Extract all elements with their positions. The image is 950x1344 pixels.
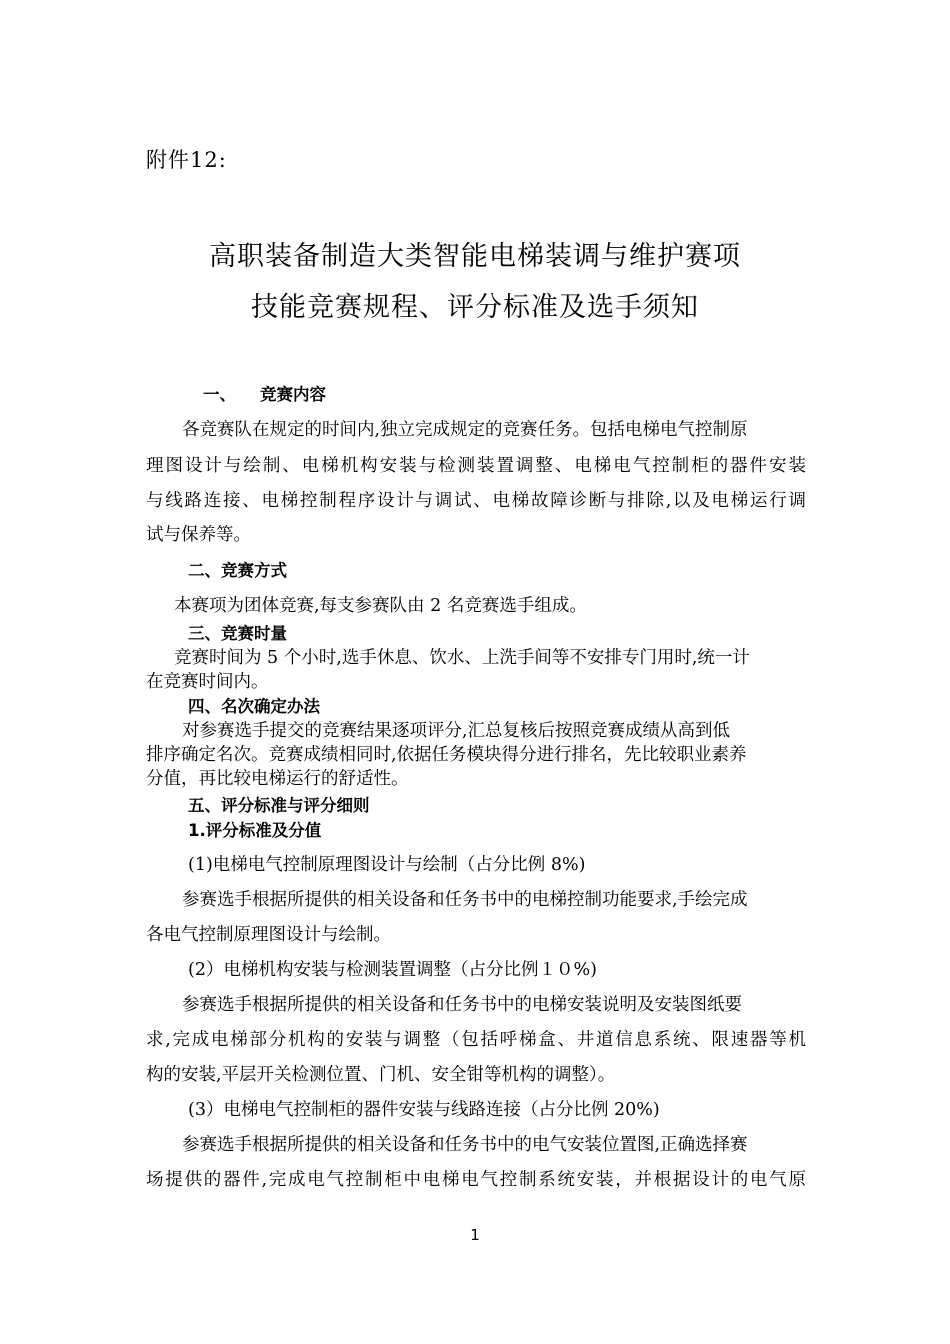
criteria-item-line: 求,完成电梯部分机构的安装与调整（包括呼梯盒、井道信息系统、限速器等机 [146, 1030, 806, 1050]
section5-heading: 五、评分标准与评分细则 [188, 796, 370, 815]
criteria-item-title: (1)电梯电气控制原理图设计与绘制（占分比例 8%) [188, 855, 586, 875]
section4-line: 分值，再比较电梯运行的舒适性。 [146, 769, 409, 789]
section3-line: 竞赛时间为 5 个小时,选手休息、饮水、上洗手间等不安排专门用时,统一计 [174, 648, 750, 668]
section2-heading: 二、竞赛方式 [188, 561, 287, 580]
section1-line: 试与保养等。 [146, 525, 251, 545]
criteria-item-title: (2）电梯机构安装与检测装置调整（占分比例１０%) [188, 960, 597, 980]
section1-heading-number: 一、 [203, 385, 236, 404]
section1-line: 与线路连接、电梯控制程序设计与调试、电梯故障诊断与排除,以及电梯运行调 [146, 491, 806, 511]
section3-heading: 三、竞赛时量 [188, 624, 287, 643]
section1-line: 理图设计与绘制、电梯机构安装与检测装置调整、电梯电气控制柜的器件安装 [146, 456, 806, 476]
section4-line: 对参赛选手提交的竞赛结果逐项评分,汇总复核后按照竞赛成绩从高到低 [182, 721, 731, 741]
section3-line: 在竞赛时间内。 [146, 672, 269, 692]
section5-subheading: 1.评分标准及分值 [188, 821, 322, 840]
document-title-line1: 高职装备制造大类智能电梯装调与维护赛项 [209, 241, 741, 272]
section2-line: 本赛项为团体竞赛,每支参赛队由 2 名竞赛选手组成。 [174, 596, 587, 616]
page-number: 1 [470, 1226, 480, 1244]
criteria-item-line: 构的安装,平层开关检测位置、门机、安全钳等机构的调整）。 [146, 1065, 616, 1085]
criteria-item-line: 场提供的器件,完成电气控制柜中电梯电气控制系统安装，并根据设计的电气原 [146, 1170, 806, 1190]
criteria-item-line: 参赛选手根据所提供的相关设备和任务书中的电梯控制功能要求,手绘完成 [182, 890, 748, 910]
attachment-label: 附件12: [146, 148, 227, 172]
section1-heading-text: 竞赛内容 [260, 385, 326, 404]
criteria-item-line: 各电气控制原理图设计与绘制。 [146, 925, 391, 945]
section4-line: 排序确定名次。竞赛成绩相同时,依据任务模块得分进行排名，先比较职业素养 [146, 745, 747, 765]
criteria-item-line: 参赛选手根据所提供的相关设备和任务书中的电梯安装说明及安装图纸要 [182, 995, 742, 1015]
document-title-line2: 技能竞赛规程、评分标准及选手须知 [251, 292, 699, 323]
criteria-item-line: 参赛选手根据所提供的相关设备和任务书中的电气安装位置图,正确选择赛 [182, 1135, 748, 1155]
section4-heading: 四、名次确定办法 [188, 697, 320, 716]
section1-line: 各竞赛队在规定的时间内,独立完成规定的竞赛任务。包括电梯电气控制原 [182, 420, 748, 440]
criteria-item-title: (3）电梯电气控制柜的器件安装与线路连接（占分比例 20%) [188, 1100, 660, 1120]
